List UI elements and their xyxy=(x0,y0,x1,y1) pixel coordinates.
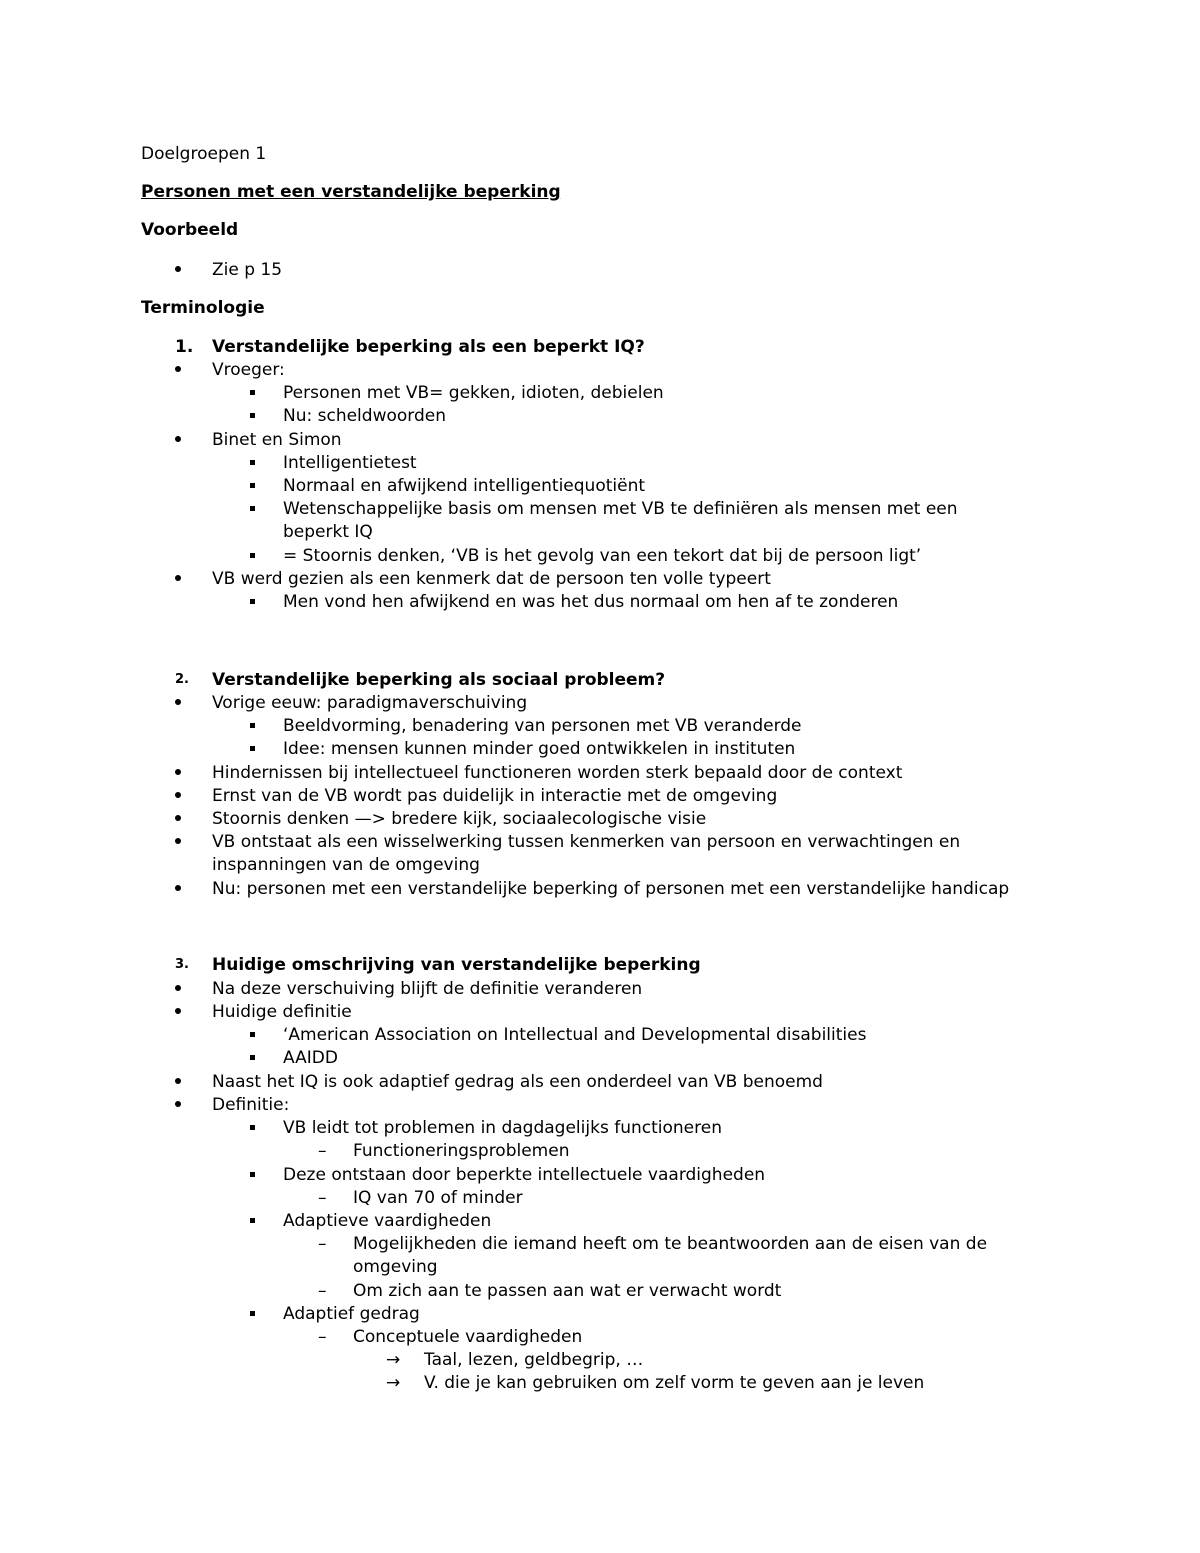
square-bullet-icon xyxy=(250,599,255,604)
list-item: Vroeger: xyxy=(212,360,285,380)
bullet-icon xyxy=(175,815,181,821)
bullet-icon xyxy=(175,1008,181,1014)
arrow-right-icon: → xyxy=(386,1350,401,1370)
bullet-icon xyxy=(175,838,181,844)
list-item: IQ van 70 of minder xyxy=(353,1188,523,1208)
terminologie-heading: Terminologie xyxy=(141,298,265,318)
square-bullet-icon xyxy=(250,483,255,488)
section-number: 3. xyxy=(175,957,189,972)
bullet-icon xyxy=(175,436,181,442)
list-item: Adaptieve vaardigheden xyxy=(283,1211,492,1231)
list-item: Normaal en afwijkend intelligentiequotiënt xyxy=(283,476,646,496)
list-item: Definitie: xyxy=(212,1095,290,1115)
list-item: V. die je kan gebruiken om zelf vorm te geven aan je leven xyxy=(424,1373,925,1393)
list-item: Deze ontstaan door beperkte intellectuele vaardigheden xyxy=(283,1165,766,1185)
list-item: Zie p 15 xyxy=(212,260,283,280)
list-item: Binet en Simon xyxy=(212,430,342,450)
list-item: Intelligentietest xyxy=(283,453,417,473)
list-item: Wetenschappelijke basis om mensen met VB te definiëren als mensen met een xyxy=(283,499,958,519)
square-bullet-icon xyxy=(250,1125,255,1130)
document-header: Doelgroepen 1 xyxy=(141,144,267,164)
list-item: Nu: scheldwoorden xyxy=(283,406,446,426)
list-item: Naast het IQ is ook adaptief gedrag als een onderdeel van VB benoemd xyxy=(212,1072,823,1092)
square-bullet-icon xyxy=(250,746,255,751)
list-item-continuation: beperkt IQ xyxy=(283,522,373,542)
list-item: Idee: mensen kunnen minder goed ontwikkelen in instituten xyxy=(283,739,796,759)
list-item: Taal, lezen, geldbegrip, … xyxy=(424,1350,644,1370)
list-item: = Stoornis denken, ‘VB is het gevolg van een tekort dat bij de persoon ligt’ xyxy=(283,546,922,566)
list-item-continuation: inspanningen van de omgeving xyxy=(212,855,480,875)
arrow-right-icon: → xyxy=(386,1373,401,1393)
voorbeeld-heading: Voorbeeld xyxy=(141,220,239,240)
list-item: Vorige eeuw: paradigmaverschuiving xyxy=(212,693,528,713)
bullet-icon xyxy=(175,699,181,705)
square-bullet-icon xyxy=(250,1055,255,1060)
bullet-icon xyxy=(175,266,181,272)
bullet-icon xyxy=(175,1078,181,1084)
square-bullet-icon xyxy=(250,390,255,395)
list-item: Personen met VB= gekken, idioten, debielen xyxy=(283,383,664,403)
dash-bullet-icon: – xyxy=(318,1141,327,1161)
bullet-icon xyxy=(175,769,181,775)
section-heading: Verstandelijke beperking als een beperkt IQ? xyxy=(212,337,645,357)
bullet-icon xyxy=(175,366,181,372)
list-item: Adaptief gedrag xyxy=(283,1304,420,1324)
bullet-icon xyxy=(175,885,181,891)
square-bullet-icon xyxy=(250,1218,255,1223)
list-item: Ernst van de VB wordt pas duidelijk in interactie met de omgeving xyxy=(212,786,778,806)
list-item: Mogelijkheden die iemand heeft om te beantwoorden aan de eisen van de xyxy=(353,1234,988,1254)
document-title: Personen met een verstandelijke beperking xyxy=(141,182,561,202)
bullet-icon xyxy=(175,1101,181,1107)
section-number: 1. xyxy=(175,337,194,357)
list-item: VB ontstaat als een wisselwerking tussen kenmerken van persoon en verwachtingen en xyxy=(212,832,961,852)
square-bullet-icon xyxy=(250,553,255,558)
bullet-icon xyxy=(175,985,181,991)
section-heading: Huidige omschrijving van verstandelijke beperking xyxy=(212,955,701,975)
dash-bullet-icon: – xyxy=(318,1281,327,1301)
square-bullet-icon xyxy=(250,506,255,511)
list-item: Om zich aan te passen aan wat er verwacht wordt xyxy=(353,1281,782,1301)
list-item: Stoornis denken —> bredere kijk, sociaalecologische visie xyxy=(212,809,707,829)
square-bullet-icon xyxy=(250,413,255,418)
square-bullet-icon xyxy=(250,1032,255,1037)
list-item: Functioneringsproblemen xyxy=(353,1141,570,1161)
list-item: ‘American Association on Intellectual and Developmental disabilities xyxy=(283,1025,867,1045)
list-item: Beeldvorming, benadering van personen met VB veranderde xyxy=(283,716,802,736)
list-item: Conceptuele vaardigheden xyxy=(353,1327,583,1347)
section-heading: Verstandelijke beperking als sociaal probleem? xyxy=(212,670,666,690)
list-item: Men vond hen afwijkend en was het dus normaal om hen af te zonderen xyxy=(283,592,899,612)
list-item: VB leidt tot problemen in dagdagelijks functioneren xyxy=(283,1118,722,1138)
list-item: Na deze verschuiving blijft de definitie veranderen xyxy=(212,979,643,999)
square-bullet-icon xyxy=(250,723,255,728)
section-number: 2. xyxy=(175,672,189,687)
dash-bullet-icon: – xyxy=(318,1188,327,1208)
list-item: AAIDD xyxy=(283,1048,338,1068)
list-item: VB werd gezien als een kenmerk dat de persoon ten volle typeert xyxy=(212,569,771,589)
list-item-continuation: omgeving xyxy=(353,1257,438,1277)
dash-bullet-icon: – xyxy=(318,1234,327,1254)
list-item: Huidige definitie xyxy=(212,1002,352,1022)
square-bullet-icon xyxy=(250,460,255,465)
bullet-icon xyxy=(175,792,181,798)
list-item: Nu: personen met een verstandelijke beperking of personen met een verstandelijke handicap xyxy=(212,879,1010,899)
square-bullet-icon xyxy=(250,1311,255,1316)
list-item: Hindernissen bij intellectueel functioneren worden sterk bepaald door de context xyxy=(212,763,903,783)
square-bullet-icon xyxy=(250,1172,255,1177)
bullet-icon xyxy=(175,575,181,581)
dash-bullet-icon: – xyxy=(318,1327,327,1347)
